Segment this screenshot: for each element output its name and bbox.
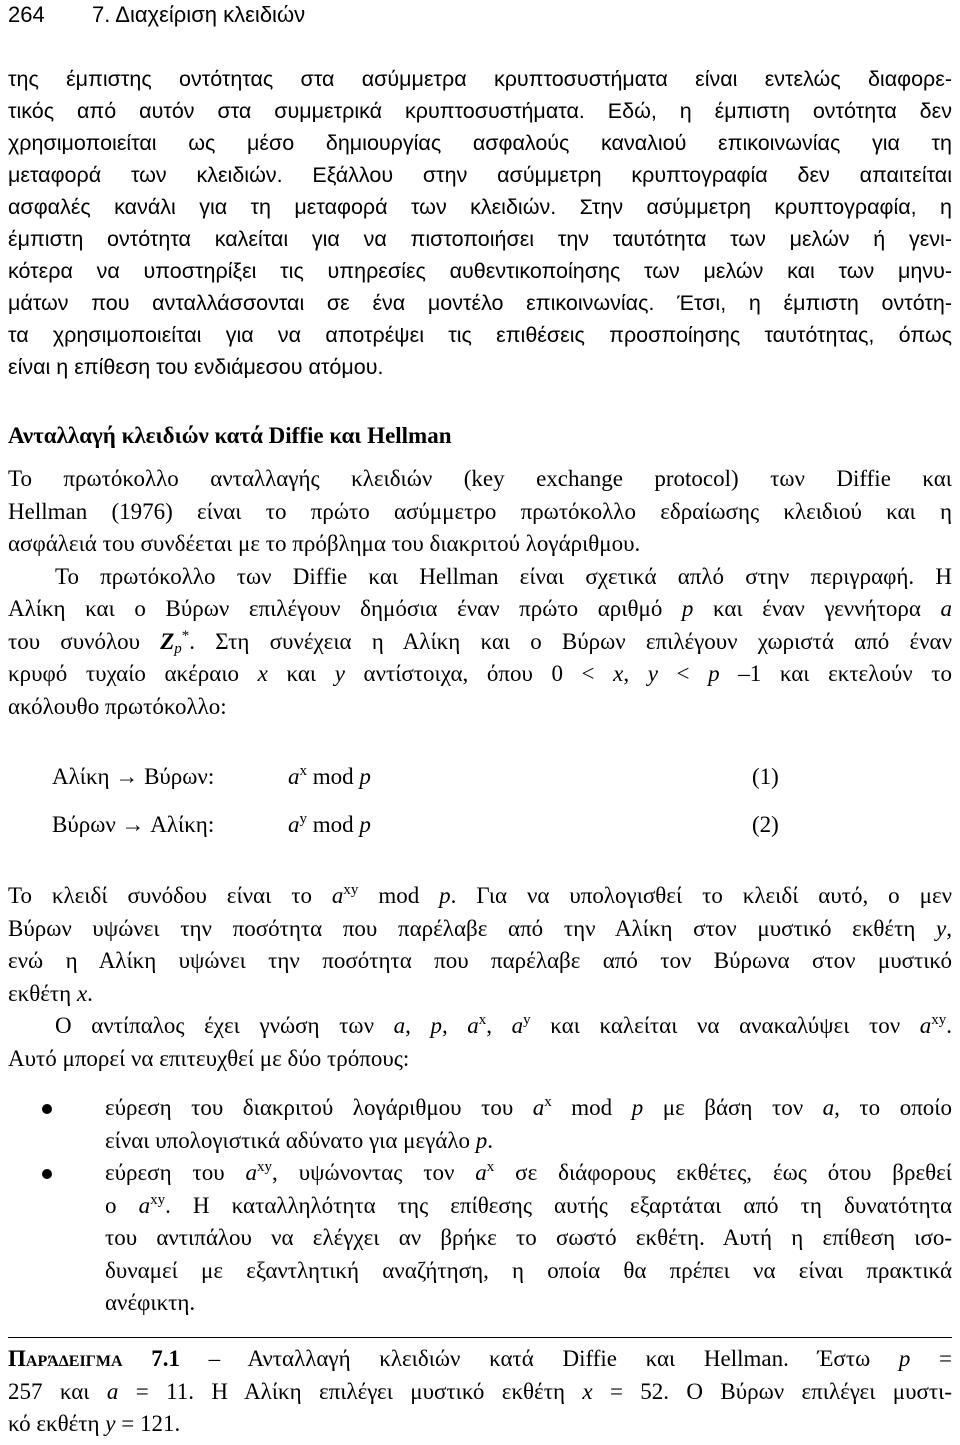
paragraph-trusted-entity <box>8 63 952 383</box>
text-line: Ο αντίπαλος έχει γνώση των a, p, $a^x$, $a^y$ και καλείται να ανακαλύψει τον $a^{xy}$. <box>55 1012 952 1038</box>
text-line: μάτων που ανταλλάσσονται σε ένα μοντέλο επικοινωνίας. Έτσι, η έμπιστη οντότη- <box>8 291 952 315</box>
paragraph-dh-intro <box>8 463 952 723</box>
equation-number: (2) <box>752 812 779 837</box>
text-line: είναι υπολογιστικά αδύνατο για μεγάλο p. <box>105 1127 493 1153</box>
text-line: τικός από αυτόν στα συμμετρικά κρυπτοσυστήματα. Εδώ, η έμπιστη οντότητα δεν <box>8 99 952 123</box>
text-line: κότερα να υποστηρίξει τις υπηρεσίες αυθεντικοποίησης των μελών και των μηνυ- <box>8 259 952 283</box>
equation-1: Αλίκη → Βύρων: $a^x$ mod p (1) <box>52 763 779 789</box>
running-header <box>8 2 305 28</box>
text-line: 257 και a = 11. Η Αλίκη επιλέγει μυστικό εκθέτη x = 52. Ο Βύρων επιλέγει μυστι- <box>8 1378 952 1404</box>
text-line: ασφάλειά του συνδέεται με το πρόβλημα του διακριτού λογάριθμου. <box>8 531 641 556</box>
list-item <box>8 1157 952 1320</box>
text-line: Αλίκη και ο Βύρων επιλέγουν δημόσια έναν πρώτο αριθμό p και έναν γεννήτορα a <box>8 596 952 621</box>
text-line: Το πρωτόκολλο ανταλλαγής κλειδιών (key exchange protocol) των Diffie και <box>8 466 952 491</box>
example-box <box>8 1343 952 1441</box>
attack-list <box>8 1092 952 1320</box>
text-line: εκθέτη x. <box>8 980 93 1006</box>
text-line: εύρεση του διακριτού λογάριθμου του $a^x$ mod p με βάση τον a, το οποίο <box>105 1094 952 1120</box>
text-line: μεταφορά των κλειδιών. Εξάλλου στην ασύμμετρη κρυπτογραφία δεν απαιτείται <box>8 163 952 187</box>
text-line: έμπιστη οντότητα καλείται για να πιστοποιήσει την ταυτότητα των μελών ή γενι- <box>8 227 952 251</box>
text-line: του αντιπάλου να ελέγχει αν βρήκε το σωστό εκθέτη. Αυτή η επίθεση ισο- <box>105 1225 952 1250</box>
text-line: Hellman (1976) είναι το πρώτο ασύμμετρο πρωτόκολλο εδραίωσης κλειδιού και η <box>8 498 952 524</box>
text-line: ο $a^{xy}$. Η καταλληλότητα της επίθεσης αυτής εξαρτάται από τη δυνατότητα <box>105 1191 952 1218</box>
paragraph-session-key <box>8 880 952 1075</box>
list-item <box>8 1092 952 1157</box>
text-line: ανέφικτη. <box>105 1290 196 1315</box>
text-line: Παράδειγμα 7.1 – Ανταλλαγή κλειδιών κατά Diffie και Hellman. Έστω p = <box>8 1346 952 1371</box>
text-line: εύρεση του $a^{xy}$, υψώνοντας τον $a^x$ σε διάφορους εκθέτες, έως ότου βρεθεί <box>105 1159 952 1185</box>
text-line: δυναμεί με εξαντλητική αναζήτηση, η οποία θα πρέπει να είναι πρακτικά <box>105 1257 952 1283</box>
text-line: ασφαλές κανάλι για τη μεταφορά των κλειδιών. Στην ασύμμετρη κρυπτογραφία, η <box>8 195 952 219</box>
section-divider <box>8 1337 952 1338</box>
text-line: Το πρωτόκολλο των Diffie και Hellman είναι σχετικά απλό στην περιγραφή. Η <box>55 563 952 589</box>
chapter-title: 7. Διαχείριση κλειδιών <box>92 2 306 27</box>
text-line: Αυτό μπορεί να επιτευχθεί με δύο τρόπους: <box>8 1045 410 1071</box>
example-label: Παράδειγμα 7.1 <box>8 1346 180 1371</box>
text-line: είναι η επίθεση του ενδιάμεσου ατόμου. <box>8 355 384 379</box>
page-number: 264 <box>8 2 45 27</box>
equation-2: Βύρων → Αλίκη: $a^y$ mod p (2) <box>52 811 779 837</box>
text-line: χρησιμοποιείται ως μέσο δημιουργίας ασφαλούς καναλιού επικοινωνίας για τη <box>8 131 952 155</box>
text-line: Βύρων υψώνει την ποσότητα που παρέλαβε από την Αλίκη στον μυστικό εκθέτη y, <box>8 915 952 941</box>
text-line: της έμπιστης οντότητας στα ασύμμετρα κρυπτοσυστήματα είναι εντελώς διαφορε- <box>8 67 952 91</box>
text-line: του συνόλου $Z_p^*$. Στη συνέχεια η Αλίκη και ο Βύρων επιλέγουν χωριστά από έναν <box>8 627 952 657</box>
equation-number: (1) <box>752 764 779 789</box>
bullet-icon <box>42 1104 52 1114</box>
text-line: Το κλειδί συνόδου είναι το $a^{xy}$ mod p. Για να υπολογισθεί το κλειδί αυτό, ο μεν <box>8 882 952 908</box>
section-heading: Ανταλλαγή κλειδιών κατά Diffie και Hellman <box>8 423 452 448</box>
text-line: ενώ η Αλίκη υψώνει την ποσότητα που παρέλαβε από τον Βύρωνα στον μυστικό <box>8 948 952 973</box>
bullet-icon <box>42 1169 52 1179</box>
text-line: κό εκθέτη y = 121. <box>8 1411 181 1436</box>
arrow-right-icon: → <box>121 812 145 837</box>
text-line: ακόλουθο πρωτόκολλο: <box>8 693 227 719</box>
text-line: τα χρησιμοποιείται για να αποτρέψει τις επιθέσεις προσποίησης ταυτότητας, όπως <box>8 323 952 347</box>
arrow-right-icon: → <box>115 764 139 789</box>
text-line: κρυφό τυχαίο ακέραιο x και y αντίστοιχα, όπου 0 < x, y < p –1 και εκτελούν το <box>8 661 953 686</box>
